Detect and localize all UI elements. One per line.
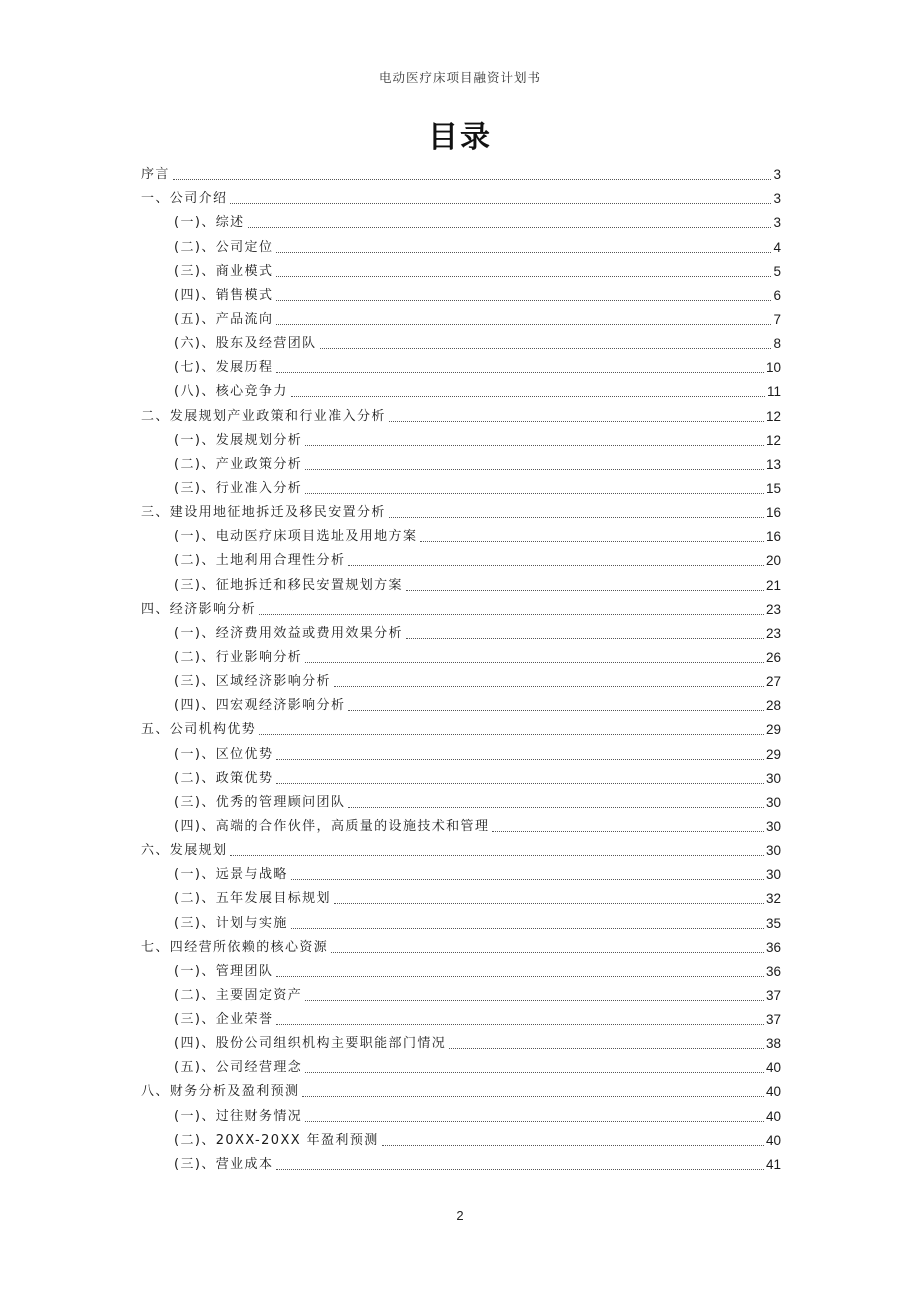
toc-entry-text: (二)、政策优势 [174, 770, 274, 786]
toc-entry-page: 32 [765, 891, 781, 907]
toc-entry[interactable] [141, 740, 781, 764]
toc-entry-text: 七、四经营所依赖的核心资源 [141, 939, 329, 955]
toc-dot-leader [334, 902, 764, 904]
toc-entry-page: 37 [765, 1012, 781, 1028]
toc-entry-page: 29 [765, 746, 781, 762]
toc-entry-page: 12 [765, 432, 781, 448]
toc-entry-text: (一)、综述 [174, 215, 245, 231]
toc-entry[interactable] [141, 692, 781, 716]
toc-dot-leader [302, 1095, 764, 1097]
toc-entry[interactable] [141, 571, 781, 595]
toc-entry[interactable] [141, 427, 781, 451]
toc-entry-text: (三)、商业模式 [174, 263, 274, 279]
toc-entry[interactable] [141, 402, 781, 426]
toc-entry[interactable] [141, 354, 781, 378]
toc-entry[interactable] [141, 765, 781, 789]
toc-entry-text: (二)、五年发展目标规划 [174, 891, 331, 907]
toc-dot-leader [276, 758, 764, 760]
toc-entry-page: 7 [773, 311, 781, 327]
toc-entry-text: (四)、销售模式 [174, 287, 274, 303]
toc-entry-text: 三、建设用地征地拆迁及移民安置分析 [141, 505, 386, 521]
toc-dot-leader [276, 371, 764, 373]
toc-dot-leader [348, 709, 764, 711]
toc-entry[interactable] [141, 1054, 781, 1078]
toc-entry-text: 二、发展规划产业政策和行业准入分析 [141, 408, 386, 424]
toc-dot-leader [305, 999, 764, 1001]
toc-dot-leader [291, 927, 764, 929]
toc-entry[interactable] [141, 982, 781, 1006]
toc-entry-text: (三)、优秀的管理顾问团队 [174, 794, 346, 810]
toc-dot-leader [276, 299, 771, 301]
toc-dot-leader [230, 202, 771, 204]
toc-entry[interactable] [141, 185, 781, 209]
toc-entry-page: 26 [765, 649, 781, 665]
toc-dot-leader [492, 830, 764, 832]
toc-entry-text: 五、公司机构优势 [141, 722, 257, 738]
toc-entry[interactable] [141, 620, 781, 644]
toc-dot-leader [276, 323, 771, 325]
toc-dot-leader [230, 854, 764, 856]
toc-entry-page: 23 [765, 625, 781, 641]
toc-entry-text: (一)、经济费用效益或费用效果分析 [174, 625, 403, 641]
toc-entry[interactable] [141, 1030, 781, 1054]
toc-dot-leader [406, 637, 764, 639]
toc-entry-page: 10 [765, 360, 781, 376]
toc-entry-text: 六、发展规划 [141, 843, 228, 859]
toc-entry[interactable] [141, 209, 781, 233]
toc-entry-text: 序言 [141, 167, 170, 183]
toc-entry-page: 16 [765, 529, 781, 545]
toc-entry[interactable] [141, 282, 781, 306]
toc-dot-leader [305, 468, 764, 470]
toc-entry[interactable] [141, 306, 781, 330]
toc-entry-page: 11 [766, 384, 781, 400]
toc-dot-leader [320, 347, 772, 349]
toc-entry-text: (一)、远景与战略 [174, 867, 288, 883]
page-number: 2 [456, 1208, 464, 1223]
toc-entry[interactable] [141, 1006, 781, 1030]
toc-entry[interactable] [141, 1102, 781, 1126]
toc-entry[interactable] [141, 258, 781, 282]
toc-entry[interactable] [141, 378, 781, 402]
toc-entry-text: (三)、计划与实施 [174, 915, 288, 931]
toc-entry[interactable] [141, 813, 781, 837]
toc-entry-text: (二)、20XX-20XX 年盈利预测 [174, 1132, 379, 1148]
toc-dot-leader [259, 613, 764, 615]
toc-entry[interactable] [141, 451, 781, 475]
toc-dot-leader [331, 951, 764, 953]
toc-entry-text: (三)、企业荣誉 [174, 1012, 274, 1028]
toc-dot-leader [305, 444, 764, 446]
toc-entry[interactable] [141, 475, 781, 499]
toc-dot-leader [389, 420, 764, 422]
toc-entry-page: 27 [765, 674, 781, 690]
toc-entry-text: (八)、核心竞争力 [174, 384, 288, 400]
toc-entry-page: 30 [765, 770, 781, 786]
toc-entry-page: 29 [765, 722, 781, 738]
toc-dot-leader [305, 492, 764, 494]
toc-entry-page: 40 [765, 1108, 781, 1124]
toc-entry[interactable] [141, 1127, 781, 1151]
toc-entry-page: 23 [765, 601, 781, 617]
toc-entry-text: (三)、区域经济影响分析 [174, 674, 331, 690]
toc-entry-page: 20 [765, 553, 781, 569]
toc-entry-text: (六)、股东及经营团队 [174, 336, 317, 352]
toc-entry-text: (三)、行业准入分析 [174, 480, 303, 496]
toc-entry-text: (四)、四宏观经济影响分析 [174, 698, 346, 714]
toc-entry[interactable] [141, 861, 781, 885]
toc-dot-leader [389, 516, 764, 518]
toc-entry-text: (七)、发展历程 [174, 360, 274, 376]
toc-entry-page: 6 [773, 287, 781, 303]
toc-entry-page: 37 [765, 987, 781, 1003]
toc-entry-page: 8 [773, 336, 781, 352]
toc-entry[interactable] [141, 644, 781, 668]
toc-entry-page: 40 [765, 1084, 781, 1100]
toc-entry-text: (一)、区位优势 [174, 746, 274, 762]
toc-entry-page: 3 [773, 191, 781, 207]
toc-entry-text: (二)、土地利用合理性分析 [174, 553, 346, 569]
toc-dot-leader [406, 589, 764, 591]
toc-entry-page: 3 [773, 215, 781, 231]
toc-entry-text: (一)、管理团队 [174, 963, 274, 979]
running-header: 电动医疗床项目融资计划书 [378, 70, 541, 85]
toc-entry-text: (一)、电动医疗床项目选址及用地方案 [174, 529, 418, 545]
toc-entry[interactable] [141, 837, 781, 861]
toc-entry[interactable] [141, 233, 781, 257]
toc-entry-text: (二)、行业影响分析 [174, 649, 303, 665]
toc-dot-leader [348, 564, 764, 566]
toc-entry-page: 30 [765, 867, 781, 883]
toc-entry-page: 40 [765, 1132, 781, 1148]
toc-entry-page: 41 [765, 1156, 781, 1172]
toc-dot-leader [276, 251, 771, 253]
toc-dot-leader [382, 1144, 764, 1146]
toc-title: 目录 [428, 120, 492, 155]
toc-entry-text: (五)、公司经营理念 [174, 1060, 303, 1076]
toc-entry-page: 40 [765, 1060, 781, 1076]
toc-entry[interactable] [141, 1151, 781, 1175]
toc-entry[interactable] [141, 161, 781, 185]
toc-entry-page: 21 [765, 577, 781, 593]
toc-entry[interactable] [141, 909, 781, 933]
toc-entry-text: 四、经济影响分析 [141, 601, 257, 617]
toc-entry-page: 3 [773, 167, 781, 183]
toc-entry[interactable] [141, 934, 781, 958]
toc-dot-leader [276, 1023, 764, 1025]
toc-entry-text: (二)、主要固定资产 [174, 987, 303, 1003]
toc-entry-page: 38 [765, 1036, 781, 1052]
toc-entry-text: (四)、股份公司组织机构主要职能部门情况 [174, 1036, 447, 1052]
toc-entry-page: 28 [765, 698, 781, 714]
toc-entry[interactable] [141, 958, 781, 982]
toc-entry[interactable] [141, 596, 781, 620]
toc-entry-text: 八、财务分析及盈利预测 [141, 1084, 300, 1100]
toc-dot-leader [173, 178, 772, 180]
toc-entry-text: (二)、产业政策分析 [174, 456, 303, 472]
toc-entry-page: 12 [765, 408, 781, 424]
toc-entry[interactable] [141, 523, 781, 547]
toc-entry-page: 5 [773, 263, 781, 279]
toc-entry-text: (四)、高端的合作伙伴，高质量的设施技术和管理 [174, 818, 490, 834]
toc-entry-page: 15 [765, 480, 781, 496]
toc-entry[interactable] [141, 885, 781, 909]
toc-entry-page: 35 [765, 915, 781, 931]
toc-entry-page: 30 [765, 794, 781, 810]
toc-entry-page: 13 [765, 456, 781, 472]
toc-dot-leader [259, 733, 764, 735]
toc-entry-page: 30 [765, 843, 781, 859]
toc-entry-text: (三)、营业成本 [174, 1156, 274, 1172]
toc-dot-leader [291, 395, 765, 397]
toc-entry-text: (五)、产品流向 [174, 311, 274, 327]
toc-entry[interactable] [141, 789, 781, 813]
toc-dot-leader [305, 1071, 764, 1073]
toc-entry-page: 4 [773, 239, 781, 255]
toc-entry[interactable] [141, 330, 781, 354]
toc-dot-leader [449, 1047, 764, 1049]
toc-dot-leader [276, 1168, 764, 1170]
toc-dot-leader [334, 685, 764, 687]
toc-dot-leader [420, 540, 764, 542]
toc-entry-text: (一)、发展规划分析 [174, 432, 303, 448]
toc-entry-page: 30 [765, 818, 781, 834]
toc-entry-page: 16 [765, 505, 781, 521]
toc-dot-leader [305, 1120, 764, 1122]
toc-dot-leader [291, 878, 764, 880]
toc-dot-leader [305, 661, 764, 663]
toc-entry[interactable] [141, 1078, 781, 1102]
toc-dot-leader [276, 782, 764, 784]
toc-dot-leader [276, 275, 771, 277]
toc-entry-page: 36 [765, 939, 781, 955]
table-of-contents [141, 161, 781, 1175]
toc-entry-page: 36 [765, 963, 781, 979]
toc-entry-text: (三)、征地拆迁和移民安置规划方案 [174, 577, 403, 593]
toc-entry[interactable] [141, 668, 781, 692]
toc-entry[interactable] [141, 716, 781, 740]
toc-entry[interactable] [141, 499, 781, 523]
toc-entry-text: 一、公司介绍 [141, 191, 228, 207]
toc-entry[interactable] [141, 547, 781, 571]
toc-dot-leader [276, 975, 764, 977]
toc-dot-leader [248, 226, 772, 228]
toc-dot-leader [348, 806, 764, 808]
toc-entry-text: (一)、过往财务情况 [174, 1108, 303, 1124]
toc-entry-text: (二)、公司定位 [174, 239, 274, 255]
